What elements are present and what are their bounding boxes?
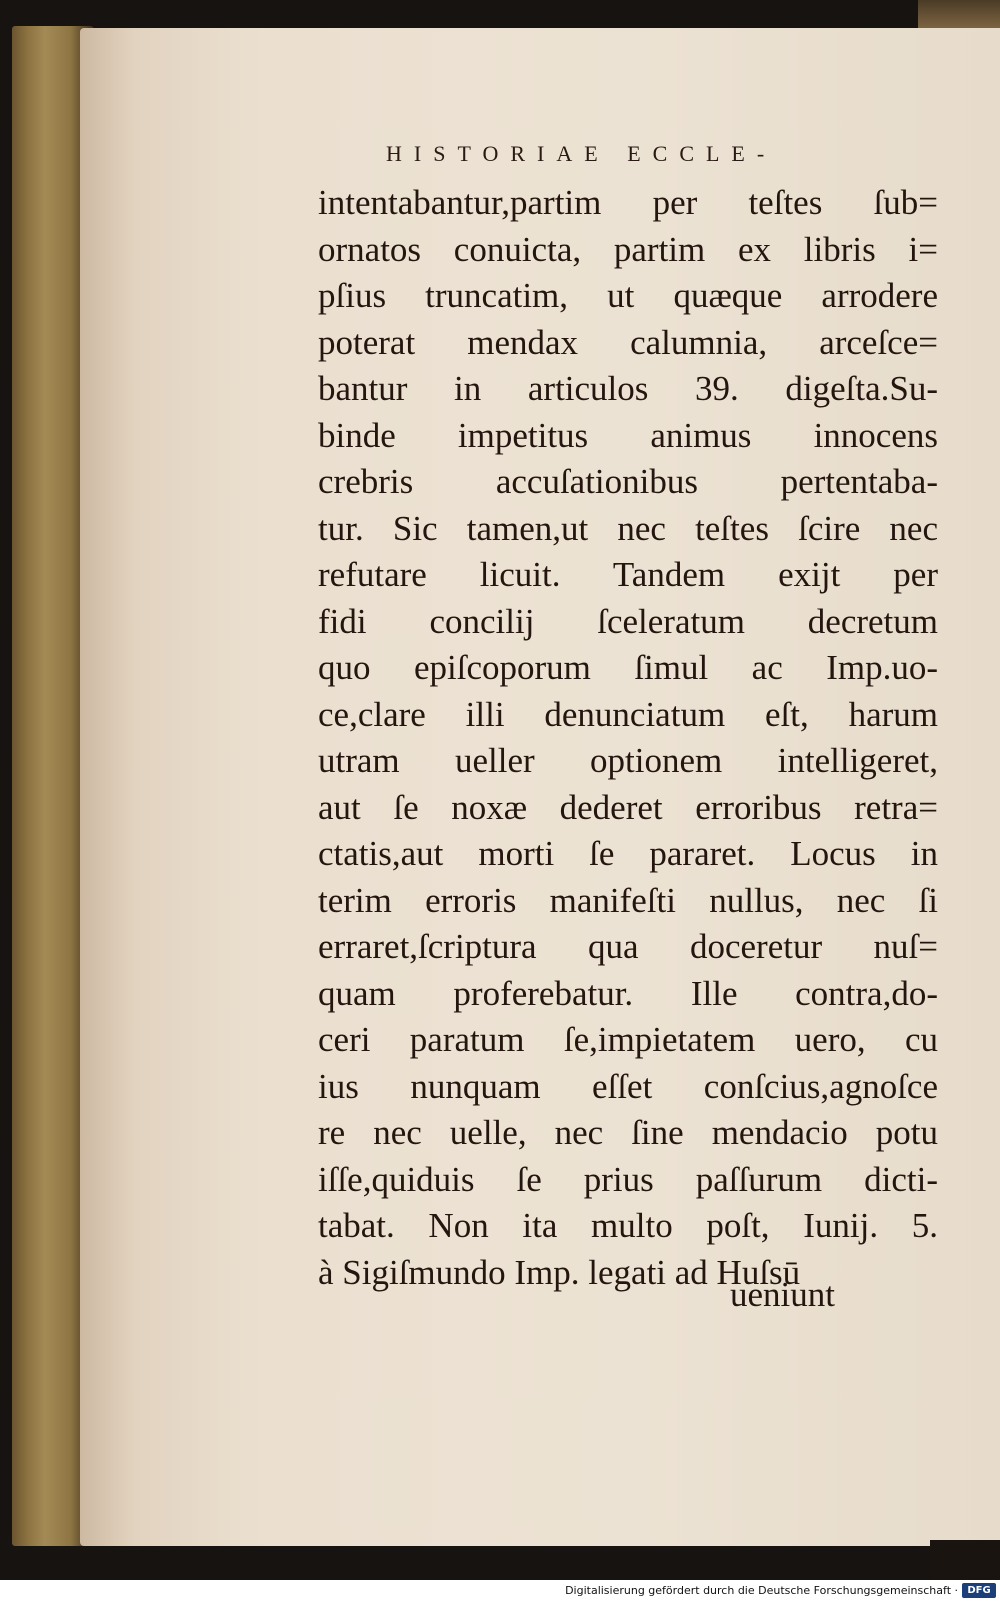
body-text [318, 180, 938, 1296]
text-line: tabat. Non ita multo poſt, Iunij. 5. [318, 1206, 938, 1245]
text-line: ctatis,aut morti ſe pararet. Locus in [318, 834, 938, 873]
text-line: ce,clare illi denunciatum eſt, harum [318, 694, 938, 734]
text-line: ceri paratum ſe,impietatem uero, cu [318, 1020, 938, 1059]
text-line: à Sigiſmundo Imp. legati ad Huſsū [318, 1252, 801, 1292]
catchword: ueniunt [730, 1275, 835, 1314]
text-line: refutare licuit. Tandem exijt per [318, 555, 938, 594]
text-line: aut ſe noxæ dederet erroribus retra= [318, 787, 938, 827]
text-line: binde impetitus animus innocens [318, 415, 938, 455]
text-line: bantur in articulos 39. digeſta.Su- [318, 369, 938, 408]
text-line: utram ueller optionem intelligeret, [318, 741, 938, 780]
dfg-logo: DFG [962, 1583, 996, 1598]
text-line: iſſe,quiduis ſe prius paſſurum dicti- [318, 1159, 938, 1199]
text-line: quam proferebatur. Ille contra,do- [318, 973, 938, 1013]
text-line: terim erroris manifeſti nullus, nec ſi [318, 880, 938, 920]
text-line: pſius truncatim, ut quæque arrodere [318, 276, 938, 315]
text-line: tur. Sic tamen,ut nec teſtes ſcire nec [318, 508, 938, 548]
binding-corner [918, 0, 1000, 28]
text-line: ornatos conuicta, partim ex libris i= [318, 229, 938, 269]
footer-attribution-text: Digitalisierung gefördert durch die Deutsche Forschungsgemeinschaft · [565, 1584, 958, 1597]
text-line: intentabantur,partim per teſtes ſub= [318, 183, 938, 222]
running-head: HISTORIAE ECCLE- [386, 141, 777, 166]
text-line: crebris accuſationibus pertentaba- [318, 462, 938, 501]
text-line: fidi concilij ſceleratum decretum [318, 601, 938, 641]
text-line: quo epiſcoporum ſimul ac Imp.uo- [318, 648, 938, 687]
text-line: re nec uelle, nec ſine mendacio potu [318, 1113, 938, 1152]
text-line: poterat mendax calumnia, arceſce= [318, 322, 938, 362]
text-line: ius nunquam eſſet conſcius,agnoſce [318, 1066, 938, 1106]
attribution-footer [0, 1580, 1000, 1603]
binding-corner-bottom [930, 1540, 1000, 1580]
text-line: erraret,ſcriptura qua doceretur nuſ= [318, 927, 938, 966]
